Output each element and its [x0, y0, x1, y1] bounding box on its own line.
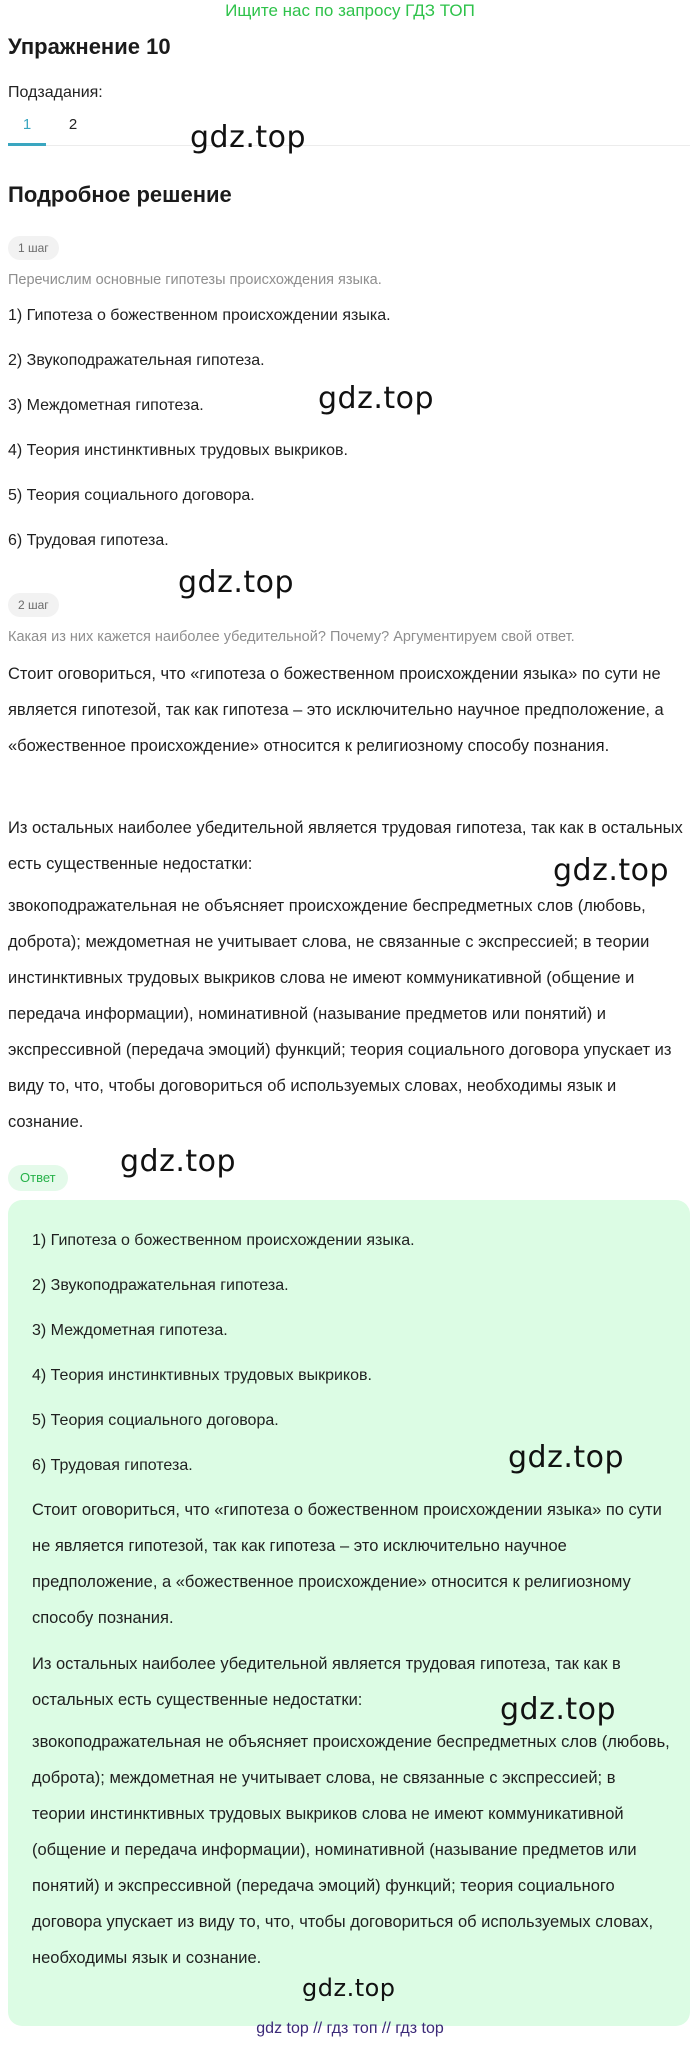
subtasks-label: Подзадания:	[8, 84, 103, 101]
answer-paragraph: Стоит оговориться, что «гипотеза о божественном происхождении языка» по сути не является гипотезой, так как гипотеза – это исключительно научное предположение, а «божественное происхождение» относится к религиозному способу познания.	[32, 1501, 662, 1627]
tab-subtask-1[interactable]: 1	[8, 116, 46, 146]
list-item: 4) Теория инстинктивных трудовых выкриков.	[32, 1367, 372, 1384]
list-item: 1) Гипотеза о божественном происхождении языка.	[32, 1232, 415, 1249]
watermark: gdz.top	[553, 853, 670, 888]
footer-links[interactable]: gdz top // гдз топ // гдз top	[256, 2020, 444, 2037]
answer-paragraph: звокоподражательная не объясняет происхождение беспредметных слов (любовь, доброта); междометная не учитывает слова, не связанные с экспрессией; в теории инстинктивных трудовых выкриков слова не имеют коммуникативной (общение и передача информации), номинативной (называние предметов или понятий) и экспрессивной (передача эмоций) функций; теория социального договора упускает из виду то, что, чтобы договориться об используемых словах, необходимы язык и сознание.	[32, 1733, 670, 1967]
subtask-tabs	[8, 110, 690, 146]
top-banner: Ищите нас по запросу ГДЗ ТОП	[225, 1, 475, 20]
list-item: 2) Звукоподражательная гипотеза.	[32, 1277, 289, 1294]
list-item: 6) Трудовая гипотеза.	[32, 1457, 193, 1474]
solution-paragraph: Стоит оговориться, что «гипотеза о божественном происхождении языка» по сути не является гипотезой, так как гипотеза – это исключительно научное предположение, а «божественное происхождение» относится к религиозному способу познания.	[8, 665, 664, 755]
page-title: Упражнение 10	[8, 34, 171, 59]
watermark: gdz.top	[302, 1974, 396, 2002]
watermark: gdz.top	[190, 120, 307, 155]
list-item: 6) Трудовая гипотеза.	[8, 532, 169, 549]
list-item: 5) Теория социального договора.	[32, 1412, 279, 1429]
list-item: 3) Междометная гипотеза.	[8, 397, 204, 414]
solution-paragraph: Из остальных наиболее убедительной является трудовая гипотеза, так как в остальных есть существенные недостатки:	[8, 819, 683, 873]
answer-box	[8, 1200, 690, 2026]
list-item: 3) Междометная гипотеза.	[32, 1322, 228, 1339]
list-item: 5) Теория социального договора.	[8, 487, 255, 504]
step-badge-1: 1 шаг	[8, 236, 59, 260]
step-badge-2: 2 шаг	[8, 593, 59, 617]
watermark: gdz.top	[120, 1144, 237, 1179]
watermark: gdz.top	[178, 565, 295, 600]
list-item: 2) Звукоподражательная гипотеза.	[8, 352, 265, 369]
step-hint-1: Перечислим основные гипотезы происхождения языка.	[8, 272, 382, 288]
watermark: gdz.top	[500, 1692, 617, 1727]
watermark: gdz.top	[508, 1440, 625, 1475]
solution-paragraph: звокоподражательная не объясняет происхождение беспредметных слов (любовь, доброта); междометная не учитывает слова, не связанные с экспрессией; в теории инстинктивных трудовых выкриков слова не имеют коммуникативной (общение и передача информации), номинативной (называние предметов или понятий) и экспрессивной (передача эмоций) функций; теория социального договора упускает из виду то, что, чтобы договориться об используемых словах, необходимы язык и сознание.	[8, 897, 672, 1131]
section-title: Подробное решение	[8, 182, 232, 207]
list-item: 1) Гипотеза о божественном происхождении языка.	[8, 307, 391, 324]
list-item: 4) Теория инстинктивных трудовых выкриков.	[8, 442, 348, 459]
answer-badge: Ответ	[8, 1165, 68, 1191]
step-hint-2: Какая из них кажется наиболее убедительной? Почему? Аргументируем свой ответ.	[8, 629, 575, 645]
answer-paragraph: Из остальных наиболее убедительной является трудовая гипотеза, так как в остальных есть существенные недостатки:	[32, 1655, 621, 1709]
tab-subtask-2[interactable]: 2	[68, 116, 78, 133]
watermark: gdz.top	[318, 381, 435, 416]
